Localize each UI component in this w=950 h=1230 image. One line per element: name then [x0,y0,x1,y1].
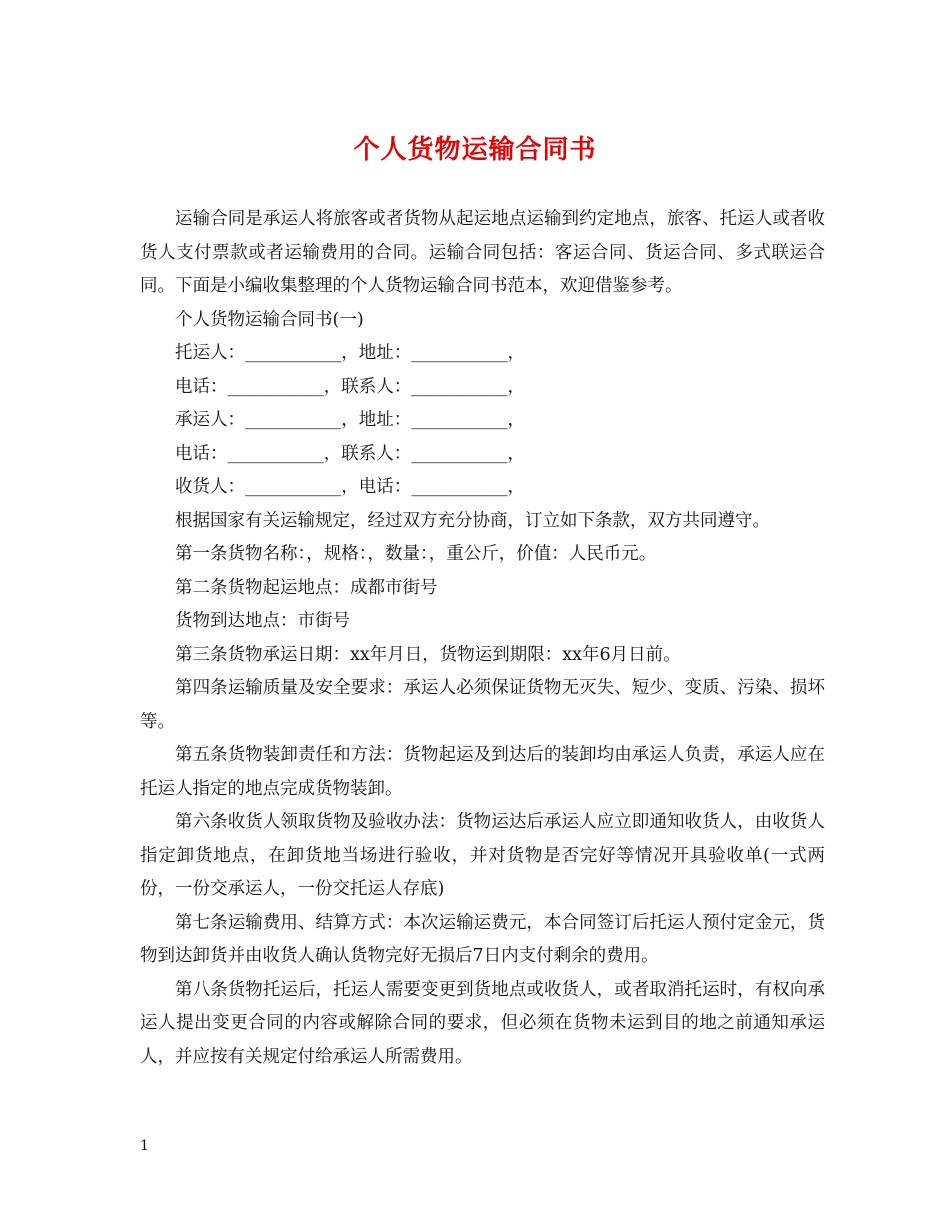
article-4: 第四条运输质量及安全要求：承运人必须保证货物无灭失、短少、变质、污染、损坏等。 [140,678,825,732]
contract-heading: 个人货物运输合同书(一) [175,309,364,330]
article-2-destination: 货物到达地点：市街号 [175,611,350,631]
article-1: 第一条货物名称：，规格：，数量：，重公斤，价值：人民币元。 [175,544,657,564]
carrier-line: 承运人：___________，地址：___________， [175,410,525,430]
article-3: 第三条货物承运日期：xx年月日，货物运到期限：xx年6月日前。 [175,644,681,665]
shipper-phone-line: 电话：___________，联系人：___________， [175,376,525,397]
document-body [140,203,825,1074]
article-2: 第二条货物起运地点：成都市街号 [175,577,438,598]
article-6: 第六条收货人领取货物及验收办法：货物运达后承运人应立即通知收货人，由收货人指定卸货地点，在卸货地当场进行验收，并对货物是否完好等情况开具验收单(一式两份，一份交承运人，一份交托运人存底) [140,812,825,899]
preamble-paragraph: 根据国家有关运输规定，经过双方充分协商，订立如下条款，双方共同遵守。 [175,510,770,531]
article-8: 第八条货物托运后，托运人需要变更到货地点或收货人，或者取消托运时，有权向承运人提出变更合同的内容或解除合同的要求，但必须在货物未运到目的地之前通知承运人，并应按有关规定付给承运人所需费用。 [140,979,825,1067]
consignee-line: 收货人：___________，电话：___________， [175,477,525,497]
page-number: 1 [140,1138,149,1154]
intro-paragraph: 运输合同是承运人将旅客或者货物从起运地点运输到约定地点，旅客、托运人或者收货人支付票款或者运输费用的合同。运输合同包括：客运合同、货运合同、多式联运合同。下面是小编收集整理的个人货物运输合同书范本，欢迎借鉴参考。 [140,209,825,296]
shipper-line: 托运人：___________，地址：___________， [175,343,525,363]
document-title: 个人货物运输合同书 [353,135,597,165]
carrier-phone-line: 电话：___________，联系人：___________， [175,443,525,464]
article-5: 第五条货物装卸责任和方法：货物起运及到达后的装卸均由承运人负责，承运人应在托运人指定的地点完成货物装卸。 [140,745,825,799]
article-7: 第七条运输费用、结算方式：本次运输运费元，本合同签订后托运人预付定金元，货物到达卸货并由收货人确认货物完好无损后7日内支付剩余的费用。 [140,912,825,966]
